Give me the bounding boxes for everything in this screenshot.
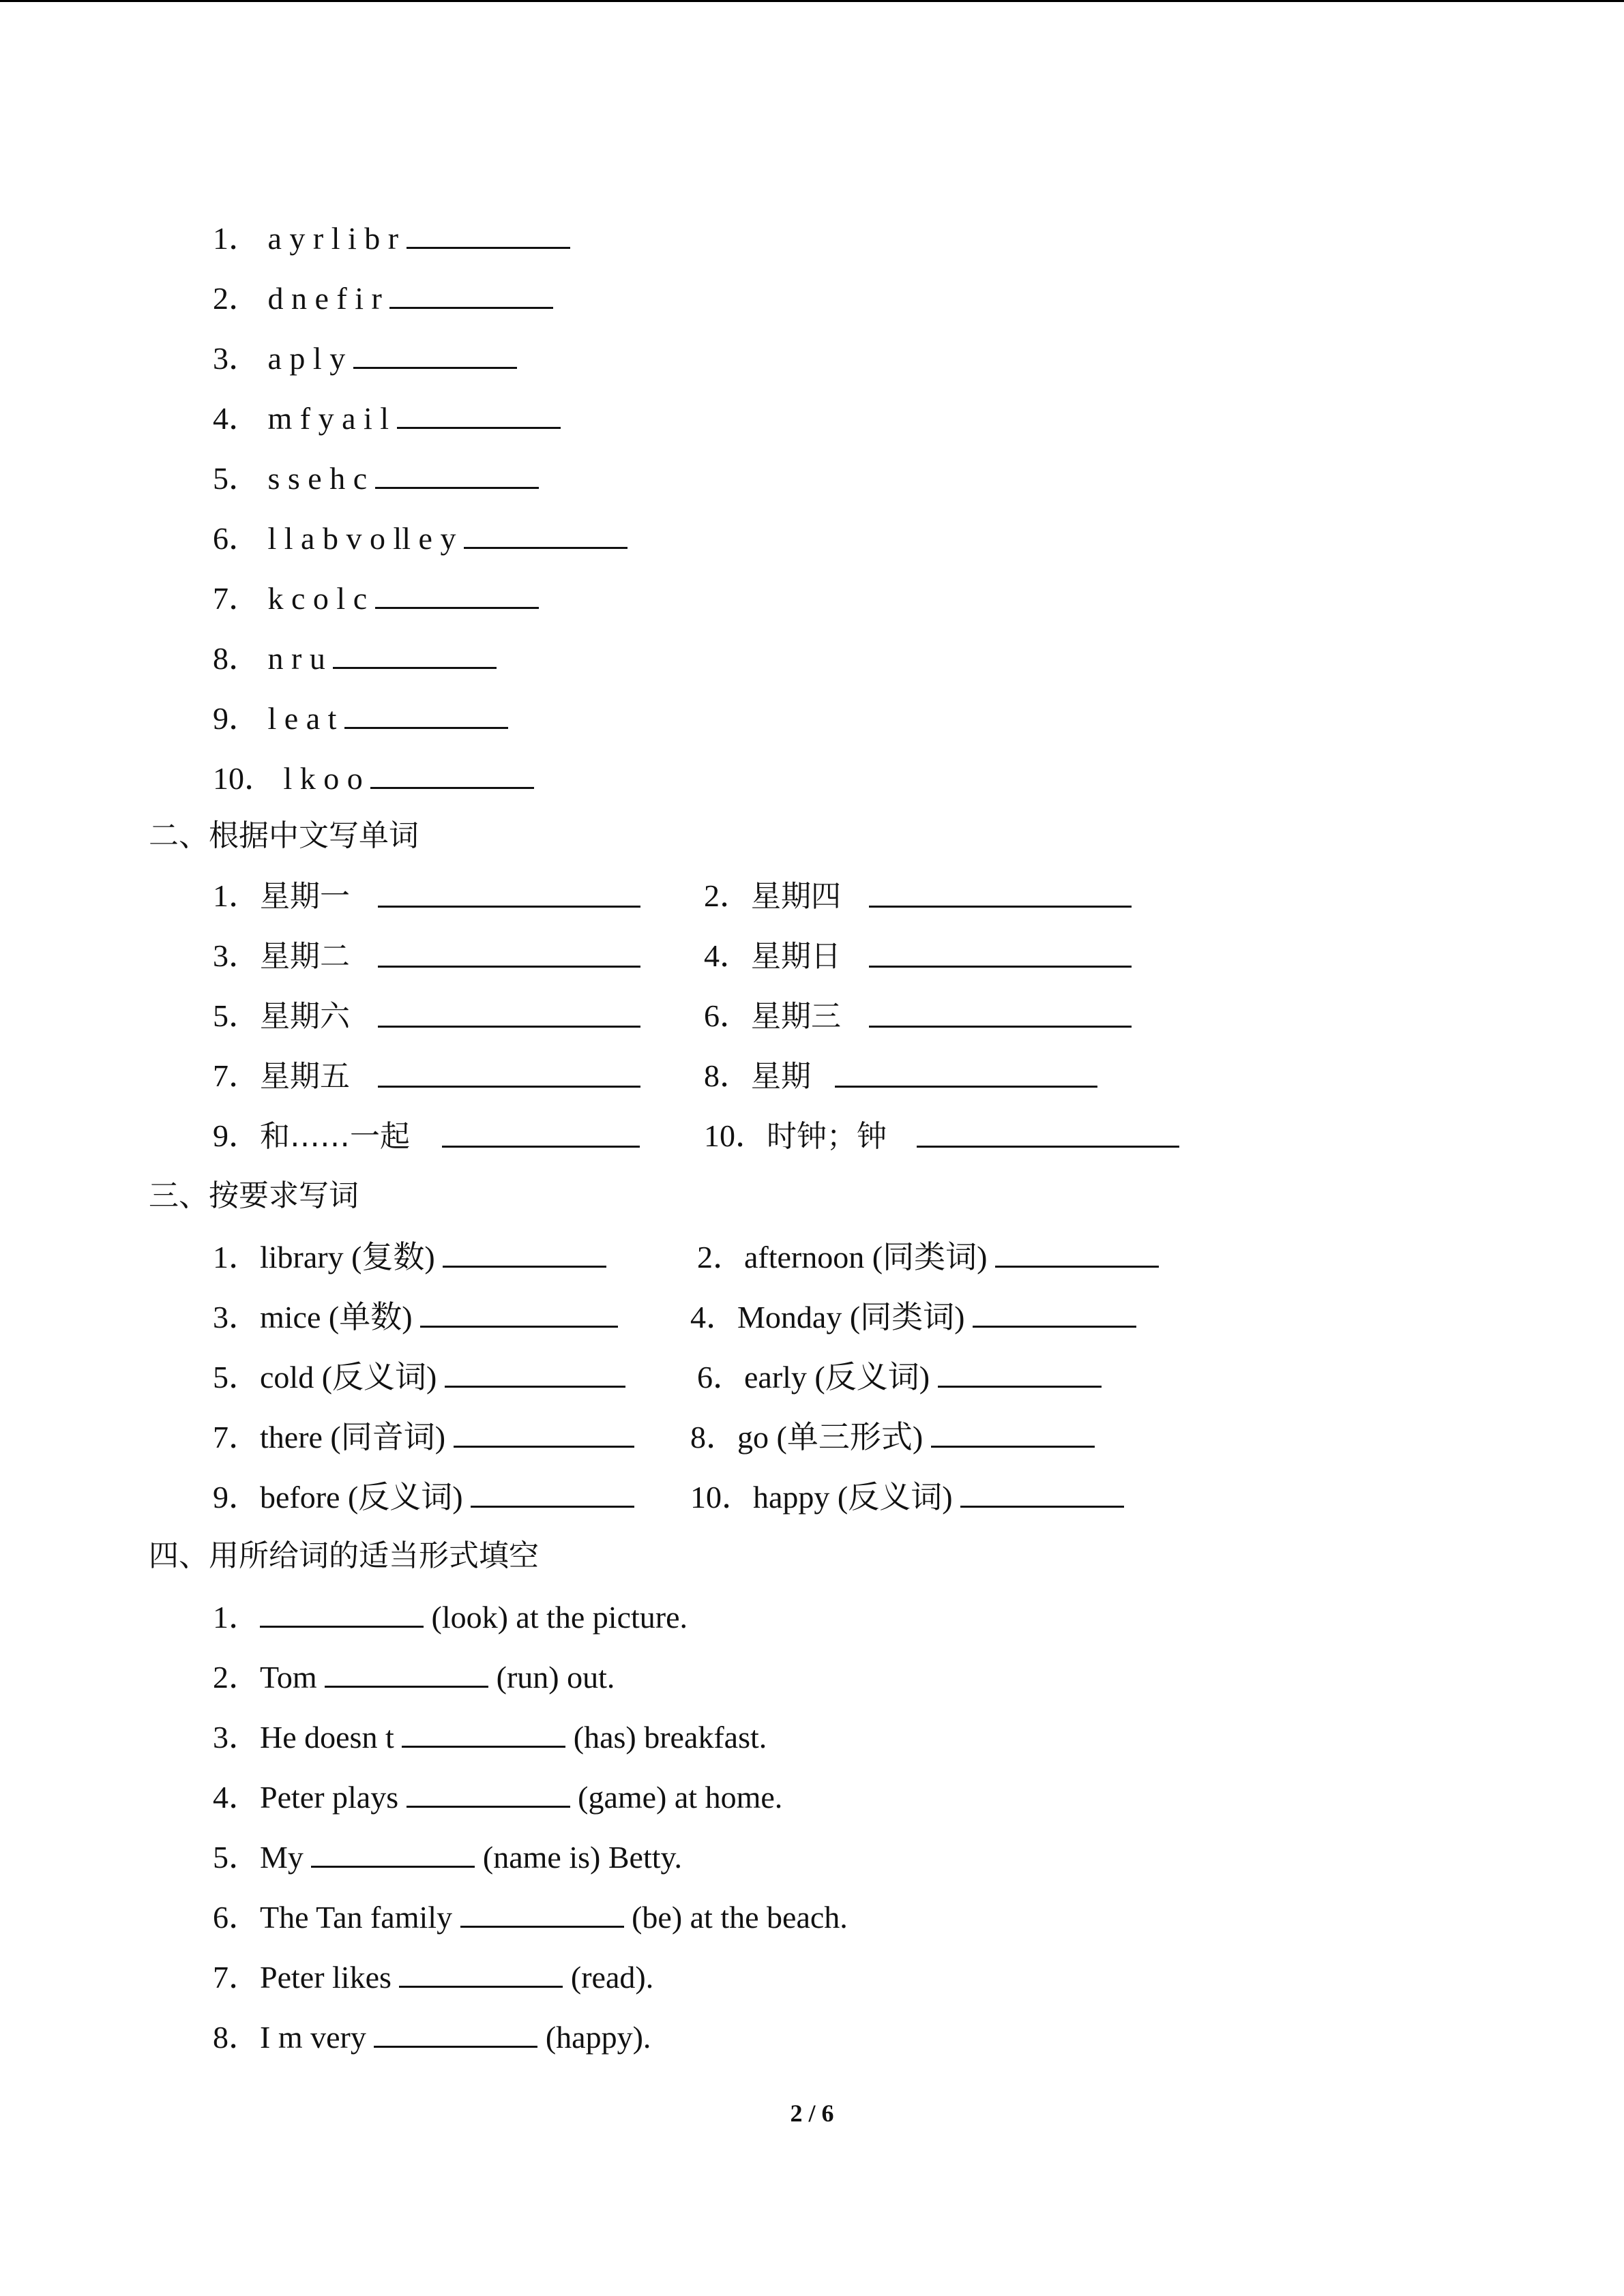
list-item: 5．星期六 <box>213 998 350 1034</box>
list-item: 2．afternoon (同类词) <box>697 1236 1159 1278</box>
list-item: 5．My (name is) Betty. <box>213 1836 682 1878</box>
answer-blank[interactable] <box>931 1416 1095 1448</box>
answer-blank[interactable] <box>375 577 539 609</box>
list-item: 8．I m very (happy). <box>213 2016 651 2058</box>
list-item: 5． s s e h c <box>213 457 539 499</box>
answer-blank[interactable] <box>378 936 640 968</box>
list-item: 4．星期日 <box>704 938 841 974</box>
answer-blank[interactable] <box>460 1896 624 1928</box>
list-item: 2．星期四 <box>704 878 841 914</box>
list-item: 4．Peter plays (game) at home. <box>213 1776 782 1818</box>
list-item: 7．星期五 <box>213 1058 350 1094</box>
answer-blank[interactable] <box>442 1116 640 1148</box>
answer-blank[interactable] <box>938 1356 1102 1388</box>
answer-blank-row <box>378 876 640 918</box>
list-item: 7． k c o l c <box>213 577 539 619</box>
list-item: 6．early (反义词) <box>697 1356 1102 1398</box>
answer-blank[interactable] <box>869 936 1132 968</box>
answer-blank[interactable] <box>378 876 640 908</box>
answer-blank[interactable] <box>407 1776 570 1808</box>
answer-blank[interactable] <box>374 2016 537 2048</box>
list-item: 2．Tom (run) out. <box>213 1656 615 1698</box>
list-item: 1．library (复数) <box>213 1236 606 1278</box>
section-title: 四、用所给词的适当形式填空 <box>149 1538 539 1573</box>
answer-blank[interactable] <box>917 1116 1179 1148</box>
list-item: 8．go (单三形式) <box>690 1416 1095 1458</box>
answer-blank[interactable] <box>378 1056 640 1088</box>
list-item: 1． (look) at the picture. <box>213 1596 688 1638</box>
answer-blank[interactable] <box>454 1416 634 1448</box>
answer-blank[interactable] <box>399 1956 563 1988</box>
answer-blank[interactable] <box>471 1476 634 1508</box>
answer-blank[interactable] <box>333 637 497 669</box>
answer-blank[interactable] <box>353 337 517 369</box>
answer-blank[interactable] <box>443 1236 606 1268</box>
list-item: 8．星期 <box>704 1058 811 1094</box>
list-item: 1． a y r l i b r <box>213 217 570 259</box>
answer-blank[interactable] <box>835 1056 1097 1088</box>
list-item: 1．星期一 <box>213 878 350 914</box>
answer-blank[interactable] <box>260 1596 424 1628</box>
list-item: 9．before (反义词) <box>213 1476 634 1518</box>
answer-blank[interactable] <box>869 876 1132 908</box>
answer-blank[interactable] <box>464 517 628 549</box>
answer-blank-row <box>378 1056 640 1098</box>
answer-blank[interactable] <box>869 996 1132 1028</box>
list-item: 8． n r u <box>213 637 497 679</box>
list-item: 9． l e a t <box>213 697 508 739</box>
list-item: 4． m f y a i l <box>213 397 561 439</box>
answer-blank-row <box>917 1116 1179 1158</box>
list-item: 2． d n e f i r <box>213 277 553 319</box>
answer-blank[interactable] <box>325 1656 488 1688</box>
page-number: 2 / 6 <box>790 2100 834 2127</box>
list-item: 9．和……一起 <box>213 1118 410 1154</box>
answer-blank-row <box>442 1116 640 1158</box>
answer-blank[interactable] <box>402 1716 565 1748</box>
answer-blank-row <box>378 996 640 1038</box>
answer-blank[interactable] <box>311 1836 475 1868</box>
answer-blank[interactable] <box>389 277 553 309</box>
answer-blank[interactable] <box>407 217 570 249</box>
list-item: 3． a p l y <box>213 337 517 379</box>
section-title: 三、按要求写词 <box>149 1178 359 1213</box>
list-item: 10．happy (反义词) <box>690 1476 1124 1518</box>
list-item: 3．mice (单数) <box>213 1296 618 1338</box>
answer-blank[interactable] <box>344 697 508 729</box>
answer-blank-row <box>869 876 1132 918</box>
list-item: 5．cold (反义词) <box>213 1356 625 1398</box>
answer-blank[interactable] <box>420 1296 618 1328</box>
answer-blank-row <box>378 936 640 978</box>
list-item: 7．Peter likes (read). <box>213 1956 653 1998</box>
list-item: 7．there (同音词) <box>213 1416 634 1458</box>
answer-blank[interactable] <box>375 457 539 489</box>
answer-blank[interactable] <box>995 1236 1159 1268</box>
list-item: 10．时钟；钟 <box>704 1118 887 1154</box>
answer-blank[interactable] <box>378 996 640 1028</box>
answer-blank[interactable] <box>445 1356 625 1388</box>
list-item: 3．星期二 <box>213 938 350 974</box>
top-border <box>0 0 1624 2</box>
answer-blank-row <box>835 1056 1097 1098</box>
answer-blank[interactable] <box>960 1476 1124 1508</box>
answer-blank[interactable] <box>973 1296 1136 1328</box>
list-item: 3．He doesn t (has) breakfast. <box>213 1716 767 1758</box>
answer-blank[interactable] <box>397 397 561 429</box>
section-title: 二、根据中文写单词 <box>149 818 419 853</box>
list-item: 6． l l a b v o ll e y <box>213 517 628 559</box>
answer-blank-row <box>869 996 1132 1038</box>
answer-blank-row <box>869 936 1132 978</box>
list-item: 4．Monday (同类词) <box>690 1296 1136 1338</box>
list-item: 10． l k o o <box>213 757 534 799</box>
list-item: 6．星期三 <box>704 998 841 1034</box>
list-item: 6．The Tan family (be) at the beach. <box>213 1896 848 1938</box>
answer-blank[interactable] <box>370 757 534 789</box>
